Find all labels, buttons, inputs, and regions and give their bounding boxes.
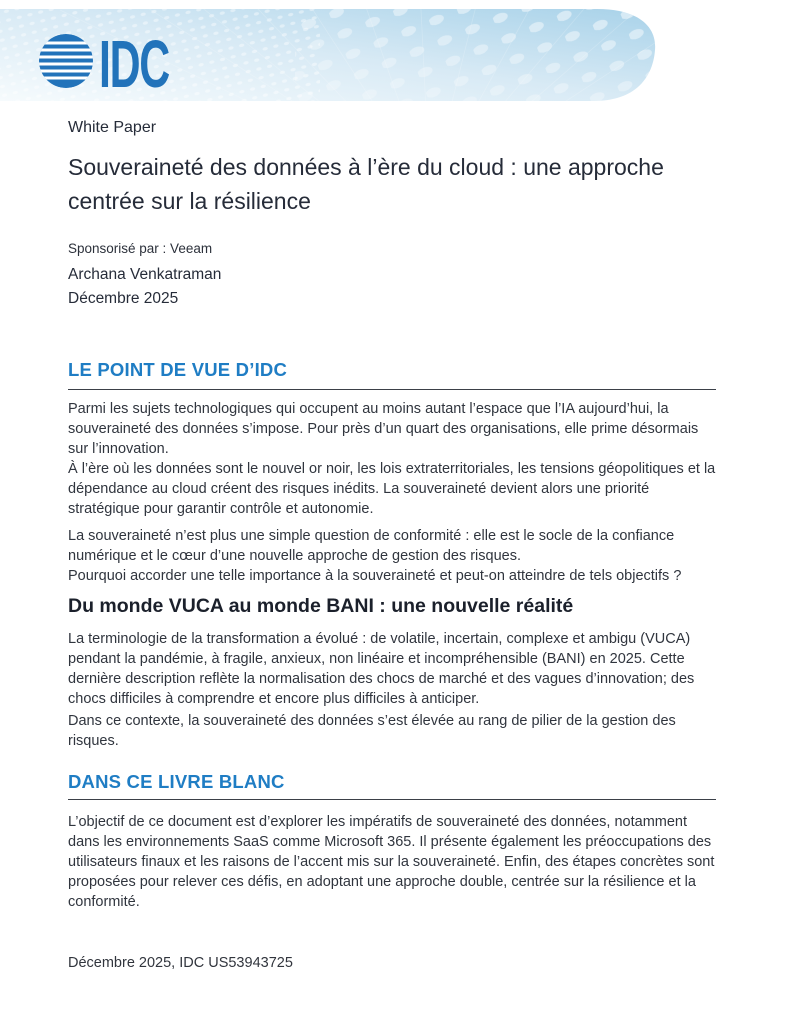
subsection-heading-vuca-bani: Du monde VUCA au monde BANI : une nouvelle réalité	[68, 595, 574, 617]
section-heading-idc-view: LE POINT DE VUE D’IDC	[68, 359, 288, 380]
section-rule	[68, 799, 716, 800]
banner-big-dots-texture	[295, 0, 660, 112]
body-paragraph: Pourquoi accorder une telle importance à la souveraineté et peut-on atteindre de tels objectifs ?	[68, 568, 682, 584]
header-banner	[0, 0, 791, 112]
sponsor-line: Sponsorisé par : Veeam	[68, 241, 213, 256]
body-paragraph: La terminologie de la transformation a évolué : de volatile, incertain, complexe et ambigu (VUCA) pendant la pandémie, à fragile, anxieux, non linéaire et incompréhensible (BANI) en 2025. Cette dernière description reflète la normalisation des chocs de marché et des vagues d’innovation; des chocs difficiles à comprendre et encore plus difficiles à anticiper.	[68, 631, 695, 707]
body-paragraph: La souveraineté n’est plus une simple question de conformité : elle est le socle de la confiance numérique et le cœur d’une nouvelle approche de gestion des risques.	[68, 528, 675, 564]
footer-document-id: Décembre 2025, IDC US53943725	[68, 955, 293, 971]
body-paragraph: Parmi les sujets technologiques qui occupent au moins autant l’espace que l’IA aujourd’hui, la souveraineté des données s’impose. Pour près d’un quart des organisations, elle prime désormais sur l’innovation.	[68, 401, 699, 457]
publish-date: Décembre 2025	[68, 290, 179, 307]
body-paragraph: L’objectif de ce document est d’explorer les impératifs de souveraineté des données, notamment dans les environnements SaaS comme Microsoft 365. Il présente également les préoccupations des utilisateurs finaux et les raisons de l’accent mis sur la souveraineté. Enfin, des étapes concrètes sont proposées pour relever ces défis, en adoptant une approche double, centrée sur la résilience et la conformité.	[68, 814, 715, 910]
author-name: Archana Venkatraman	[68, 266, 222, 283]
body-paragraph: Dans ce contexte, la souveraineté des données s’est élevée au rang de pilier de la gestion des risques.	[68, 713, 676, 749]
section-heading-in-this-paper: DANS CE LIVRE BLANC	[68, 771, 285, 792]
section-rule	[68, 389, 716, 390]
document-type-label: White Paper	[68, 119, 157, 136]
idc-logo-text: IDC	[99, 26, 169, 102]
body-paragraph: À l’ère où les données sont le nouvel or noir, les lois extraterritoriales, les tensions géopolitiques et la dépendance au cloud créent des risques inédits. La souveraineté devient alors une priorité stratégique pour garantir contrôle et autonomie.	[68, 461, 716, 517]
page-title: Souveraineté des données à l’ère du cloud : une approche centrée sur la résilience	[68, 154, 664, 214]
